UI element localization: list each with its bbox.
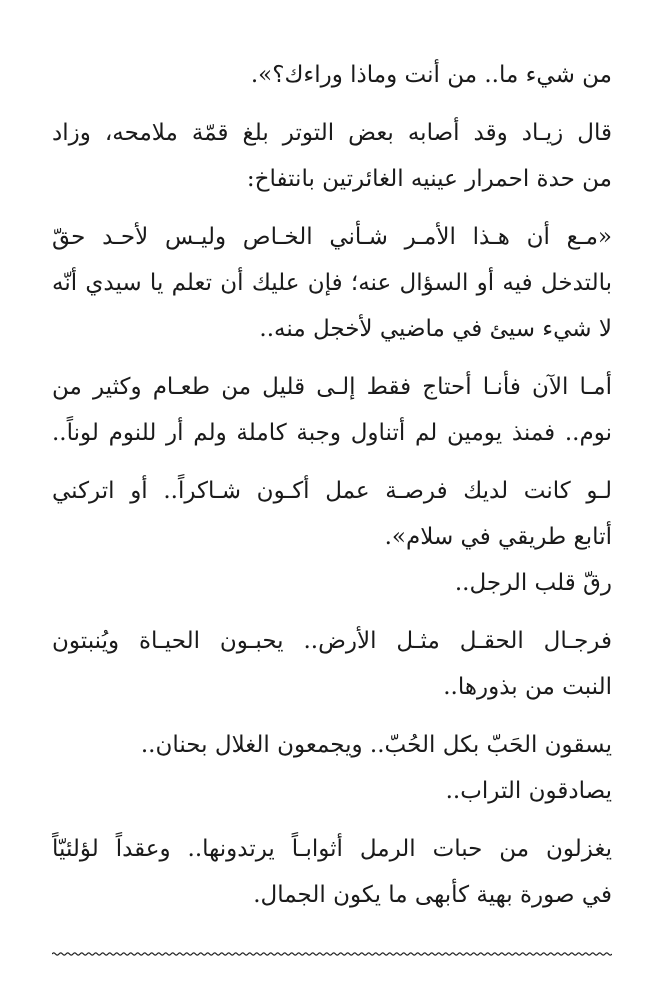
text-line: يصادقون التراب.. <box>445 778 612 804</box>
text-line: أتابع طريقي في سلام». <box>384 524 612 550</box>
text-line: بالتدخل فيه أو السؤال عنه؛ فإن عليك أن تعلم يا سيدي أنّه <box>52 270 612 296</box>
text-line: لا شيء سيئ في ماضيي لأخجل منه.. <box>259 316 612 342</box>
text-line: من شيء ما.. من أنت وماذا وراءك؟». <box>250 62 612 88</box>
text-line: فرجـال الحقـل مثـل الأرض.. يحبـون الحيـاة ويُنبتون <box>52 628 612 654</box>
text-line: يسقون الحَبّ بكل الحُبّ.. ويجمعون الغلال بحنان.. <box>140 732 612 758</box>
body-text <box>52 52 612 918</box>
text-line: نوم.. فمنذ يومين لم أتناول وجبة كاملة ولم أر للنوم لوناً.. <box>52 420 612 446</box>
text-line: أمـا الآن فأنـا أحتاج فقط إلـى قليل من طعـام وكثير من <box>52 374 612 400</box>
text-line: رقّ قلب الرجل.. <box>454 570 612 596</box>
text-line: من حدة احمرار عينيه الغائرتين بانتفاخ: <box>246 166 612 192</box>
text-line: في صورة بهية كأبهى ما يكون الجمال. <box>253 882 612 908</box>
text-line: يغزلون من حبات الرمل أثوابـاً يرتدونها.. وعقداً لؤلئيّاً <box>52 836 612 862</box>
wavy-divider-icon <box>52 948 612 960</box>
text-line: لـو كانت لديك فرصـة عمل أكـون شـاكراً.. أو اتركني <box>52 478 612 504</box>
text-line: «مـع أن هـذا الأمـر شـأني الخـاص وليـس لأحـد حقّ <box>52 224 612 250</box>
text-line: النبت من بذورها.. <box>443 674 612 700</box>
text-line: قال زيـاد وقد أصابه بعض التوتر بلغ قمّة ملامحه، وزاد <box>52 120 612 146</box>
